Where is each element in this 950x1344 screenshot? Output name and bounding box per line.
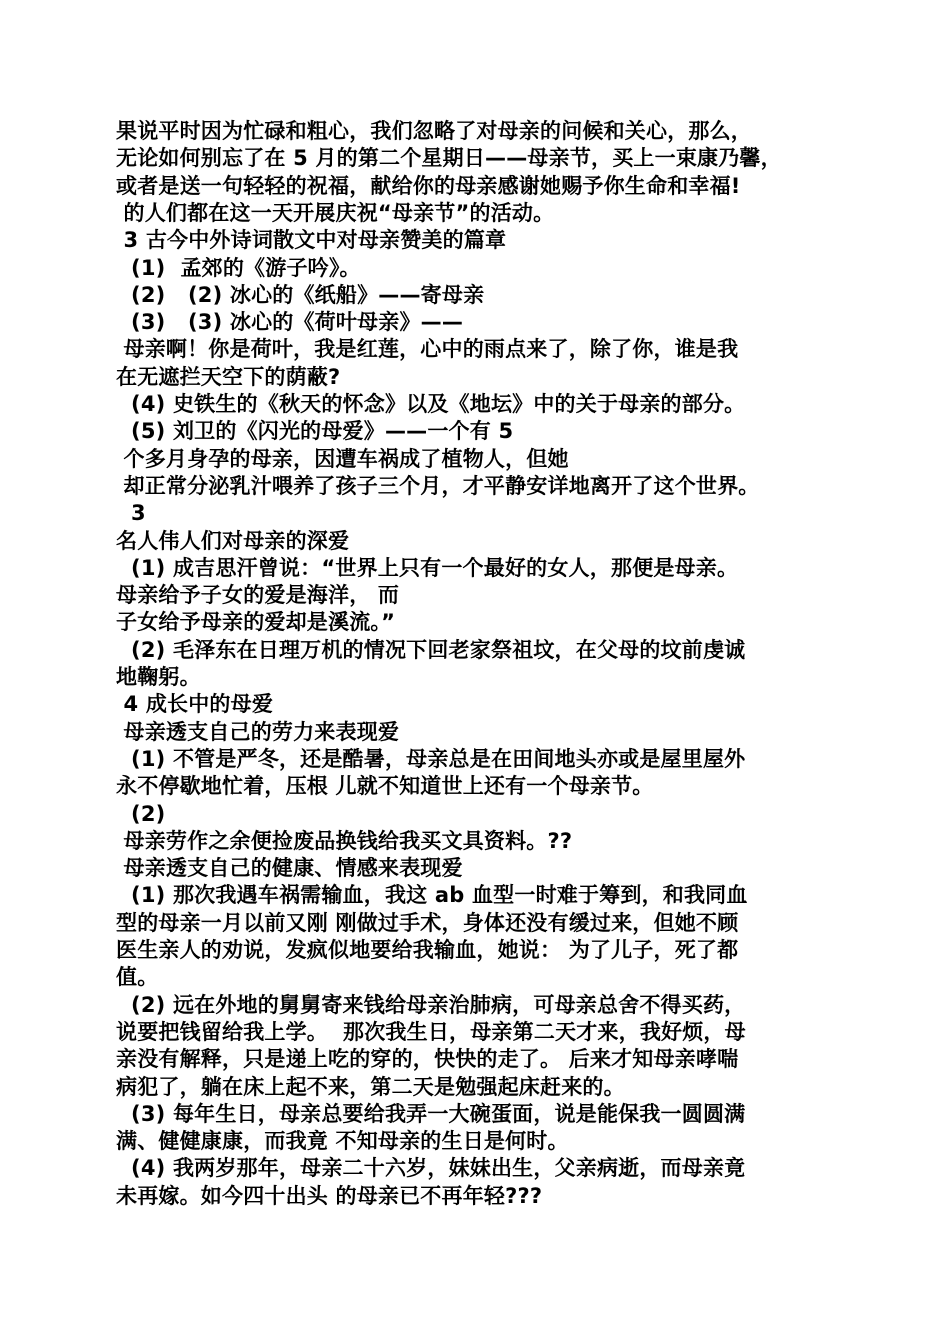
text-line: (3) 每年生日，母亲总要给我弄一大碗蛋面，说是能保我一圆圆满 [116, 1101, 746, 1126]
text-line: 满、健健康康，而我竟 不知母亲的生日是何时。 [116, 1129, 569, 1154]
text-line: 值。 [116, 965, 159, 990]
text-line: 医生亲人的劝说，发疯似地要给我输血，她说： 为了儿子，死了都 [116, 938, 739, 962]
text-line: 母亲透支自己的健康、情感来表现爱 [116, 856, 463, 881]
text-line: 4 成长中的母爱 [116, 692, 274, 717]
text-line: (1) 不管是严冬，还是酷暑，母亲总是在田间地头亦或是屋里屋外 [116, 746, 746, 771]
text-line: 个多月身孕的母亲，因遭车祸成了植物人，但她 [116, 446, 569, 471]
text-line: (4) 史铁生的《秋天的怀念》以及《地坛》中的关于母亲的部分。 [116, 392, 746, 416]
text-line: 3 [116, 501, 146, 526]
text-line: 3 古今中外诗词散文中对母亲赞美的篇章 [116, 228, 507, 253]
text-line: 在无遮拦天空下的荫蔽? [116, 364, 341, 389]
text-line: 母亲劳作之余便捡废品换钱给我买文具资料。?? [116, 828, 573, 853]
text-line: 病犯了，躺在床上起不来，第二天是勉强起床赶来的。 [116, 1074, 625, 1099]
text-line: (2) 毛泽东在日理万机的情况下回老家祭祖坟，在父母的坟前虔诚 [116, 637, 746, 662]
text-line: 永不停歇地忙着，压根 儿就不知道世上还有一个母亲节。 [116, 774, 654, 799]
text-line: 无论如何别忘了在 5 月的第二个星期日——母亲节，买上一束康乃馨， [116, 146, 782, 171]
text-line: 却正常分泌乳汁喂养了孩子三个月，才平静安详地离开了这个世界。 [116, 473, 760, 498]
text-line: 型的母亲一月以前又刚 刚做过手术，身体还没有缓过来，但她不顾 [116, 910, 739, 935]
text-line: 亲没有解释，只是递上吃的穿的，快快的走了。 后来才知母亲哮喘 [116, 1047, 739, 1072]
text-line: (2) [116, 801, 166, 826]
text-line: (1) 孟郊的《游子吟》。 [116, 255, 361, 280]
text-line: 母亲给予子女的爱是海洋， 而 [116, 583, 400, 608]
text-line: (5) 刘卫的《闪光的母爱》——一个有 5 [116, 419, 514, 444]
text-line: 说要把钱留给我上学。 那次我生日，母亲第二天才来，我好烦，母 [116, 1019, 746, 1044]
text-line: 母亲透支自己的劳力来表现爱 [116, 719, 400, 744]
text-line: 或者是送一句轻轻的祝福，献给你的母亲感谢她赐予你生命和幸福! [116, 173, 741, 198]
text-line: (3) (3) 冰心的《荷叶母亲》—— [116, 310, 464, 335]
text-line: (4) 我两岁那年，母亲二十六岁，妹妹出生，父亲病逝，而母亲竟 [116, 1156, 746, 1181]
text-line: 母亲啊！你是荷叶，我是红莲，心中的雨点来了，除了你，谁是我 [116, 337, 739, 362]
text-line: 果说平时因为忙碌和粗心，我们忽略了对母亲的问候和关心，那么， [116, 119, 752, 143]
text-line: (2) 远在外地的舅舅寄来钱给母亲治肺病，可母亲总舍不得买药， [116, 992, 746, 1017]
text-line: 地鞠躬。 [116, 665, 201, 689]
text-line: 子女给予母亲的爱却是溪流。” [116, 610, 396, 635]
text-line: 名人伟人们对母亲的深爱 [116, 528, 350, 553]
text-line: (2) (2) 冰心的《纸船》——寄母亲 [116, 282, 485, 307]
text-line: (1) 那次我遇车祸需输血，我这 ab 血型一时难于筹到，和我同血 [116, 883, 748, 908]
text-line: 的人们都在这一天开展庆祝“母亲节”的活动。 [116, 200, 555, 225]
text-line: 未再嫁。如今四十出头 的母亲已不再年轻??? [116, 1183, 543, 1208]
text-line: (1) 成吉思汗曾说：“世界上只有一个最好的女人，那便是母亲。 [116, 555, 739, 580]
